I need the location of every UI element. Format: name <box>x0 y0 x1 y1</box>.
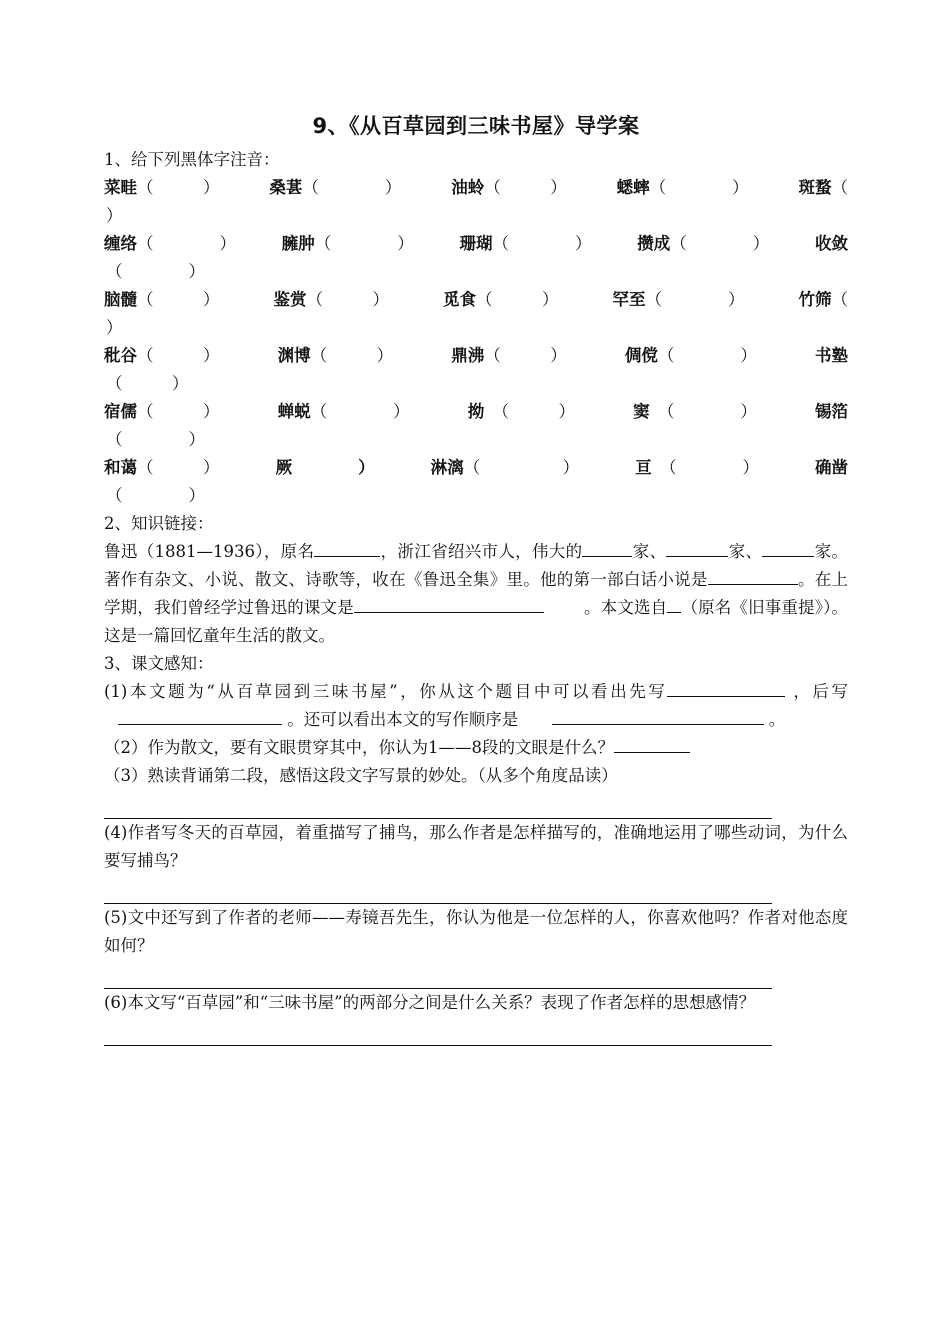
section-knowledge <box>104 510 848 650</box>
knowledge-paragraph <box>104 538 848 650</box>
knowledge-text: （原名《旧事重提》）。这是一篇回忆童年生活的散文。 <box>104 598 848 645</box>
vocab-row-continuation: （ ） <box>106 430 205 449</box>
vocab-item: 窦 （ ） <box>633 402 757 421</box>
target-characters: 厥 ） <box>275 458 375 477</box>
question-2 <box>104 734 848 762</box>
target-characters: 竹筛 <box>798 290 832 309</box>
target-characters: 觅食 <box>443 290 476 309</box>
target-characters: 菜畦 <box>104 178 137 197</box>
answer-blank[interactable] <box>118 706 282 725</box>
answer-line[interactable] <box>104 790 772 819</box>
target-characters: 亘 <box>635 458 669 477</box>
answer-blank[interactable] <box>667 594 681 613</box>
vocab-item: 和蔼（ ） <box>104 458 220 477</box>
answer-line[interactable] <box>104 875 772 904</box>
section-reading <box>104 650 848 1046</box>
target-characters: 窦 <box>633 402 667 421</box>
page-title: 9、《从百草园到三味书屋》导学案 <box>312 114 640 138</box>
vocab-item: 菜畦（ ） <box>104 178 220 197</box>
question-1 <box>104 678 848 734</box>
target-characters: 鼎沸 <box>451 346 485 365</box>
vocab-item <box>815 230 848 258</box>
vocab-row <box>104 398 848 426</box>
answer-blank[interactable] <box>314 538 380 557</box>
target-characters: 罕至 <box>612 290 646 309</box>
answer-blank[interactable] <box>614 734 690 753</box>
section-heading: 1、给下列黑体字注音： <box>104 150 280 169</box>
vocab-row <box>104 286 848 314</box>
worksheet-page <box>104 110 848 1046</box>
section-pinyin <box>104 146 848 510</box>
vocab-item: 宿儒（ ） <box>104 402 220 421</box>
vocab-item: 鉴赏（ ） <box>273 290 389 309</box>
target-characters: 蝉蜕 <box>277 402 311 421</box>
target-characters: 秕谷 <box>104 346 137 365</box>
vocab-item <box>815 398 848 426</box>
target-characters: 油蛉 <box>451 178 485 197</box>
question-5: (5)文中还写到了作者的老师——寿镜吾先生，你认为他是一位怎样的人，你喜欢他吗？作者对他态度如何？ <box>104 908 848 955</box>
vocab-item: 蝉蜕（ ） <box>277 402 410 421</box>
target-characters: 蟋蟀 <box>616 178 650 197</box>
vocab-row-continuation: ） <box>106 206 123 225</box>
target-characters: 渊博 <box>277 346 311 365</box>
vocab-item: 亘 （ ） <box>635 458 759 477</box>
vocab-item: 珊瑚（ ） <box>459 234 592 253</box>
section-heading: 2、知识链接： <box>104 514 214 533</box>
knowledge-text: 鲁迅（1881—1936），原名 <box>104 542 315 561</box>
knowledge-text: 家。著作有杂文、小说、散文、诗歌等，收在《鲁迅全集》里。他的第一部白话小说是 <box>104 542 849 589</box>
answer-blank[interactable] <box>552 706 764 725</box>
target-characters: 拗 <box>467 402 501 421</box>
question-text: 。还可以看出本文的写作顺序是 <box>287 710 519 729</box>
vocab-item: 秕谷（ ） <box>104 346 220 365</box>
knowledge-text: ，浙江省绍兴市人，伟大的 <box>380 542 583 561</box>
target-characters: 确凿 <box>815 458 848 477</box>
vocab-row-continuation: （ ） <box>106 374 189 393</box>
question-text: 。 <box>768 710 786 729</box>
section-heading: 3、课文感知： <box>104 654 214 673</box>
vocab-row <box>104 342 848 370</box>
answer-blank[interactable] <box>667 678 785 697</box>
vocab-item: 鼎沸（ ） <box>451 346 567 365</box>
vocab-item: 渊博（ ） <box>277 346 394 365</box>
vocab-item: 罕至（ ） <box>612 290 745 309</box>
answer-line[interactable] <box>104 1017 772 1046</box>
vocab-row <box>104 174 848 202</box>
vocab-item: 竹筛（ <box>798 290 848 309</box>
question-text: (1)本文题为“从百草园到三味书屋”，你从这个题目中可以看出先写 <box>104 682 668 701</box>
answer-blank[interactable] <box>582 538 632 557</box>
vocab-item: 淋漓（ ） <box>430 458 580 477</box>
target-characters: 攒成 <box>637 234 671 253</box>
vocab-item: 拗 （ ） <box>467 402 575 421</box>
answer-blank[interactable] <box>354 594 544 613</box>
question-text: ，后写 <box>793 682 849 701</box>
target-characters: 珊瑚 <box>459 234 493 253</box>
vocab-list <box>104 174 848 510</box>
vocab-row-continuation: ） <box>106 318 123 337</box>
answer-line[interactable] <box>104 960 772 989</box>
vocab-item: 桑葚（ ） <box>269 178 402 197</box>
vocab-row-continuation: （ ） <box>106 262 205 281</box>
target-characters: 桑葚 <box>269 178 303 197</box>
target-characters: 锡箔 <box>815 402 848 421</box>
vocab-item: 觅食（ ） <box>443 290 559 309</box>
vocab-item: 臃肿（ ） <box>281 234 414 253</box>
vocab-row <box>104 230 848 258</box>
question-6: (6)本文写“百草园”和“三味书屋”的两部分之间是什么关系？表现了作者怎样的思想感情？ <box>104 993 756 1012</box>
target-characters: 宿儒 <box>104 402 137 421</box>
question-text: （2）作为散文，要有文眼贯穿其中，你认为1——8段的文眼是什么？ <box>104 738 614 757</box>
vocab-item: 斑蝥（ <box>798 178 848 197</box>
vocab-item: 油蛉（ ） <box>451 178 567 197</box>
vocab-item: 倜傥（ ） <box>624 346 757 365</box>
answer-blank[interactable] <box>762 538 814 557</box>
target-characters: 书塾 <box>815 346 848 365</box>
vocab-item: 脑髓（ ） <box>104 290 220 309</box>
question-4: (4)作者写冬天的百草园，着重描写了捕鸟，那么作者是怎样描写的，准确地运用了哪些动词，为什么要写捕鸟？ <box>104 823 848 870</box>
target-characters: 臃肿 <box>281 234 315 253</box>
target-characters: 和蔼 <box>104 458 137 477</box>
answer-blank[interactable] <box>708 566 798 585</box>
vocab-row <box>104 454 848 482</box>
knowledge-text: 。在上学期，我们曾经学过鲁迅的课文是 <box>104 570 849 617</box>
vocab-row-continuation: （ ） <box>106 486 205 505</box>
knowledge-text: 家、 <box>632 542 667 561</box>
vocab-item <box>276 454 375 482</box>
target-characters: 脑髓 <box>104 290 137 309</box>
target-characters: 鉴赏 <box>273 290 307 309</box>
vocab-item: 蟋蟀（ ） <box>616 178 749 197</box>
vocab-item <box>815 454 848 482</box>
target-characters: 淋漓 <box>430 458 464 477</box>
target-characters: 收敛 <box>815 234 848 253</box>
vocab-item <box>815 342 848 370</box>
knowledge-text: 家、 <box>728 542 763 561</box>
target-characters: 倜傥 <box>624 346 658 365</box>
target-characters: 缠络 <box>104 234 137 253</box>
question-3: （3）熟读背诵第二段，感悟这段文字写景的妙处。（从多个角度品读） <box>104 766 618 785</box>
vocab-item: 攒成（ ） <box>637 234 770 253</box>
answer-blank[interactable] <box>666 538 728 557</box>
target-characters: 斑蝥 <box>798 178 832 197</box>
vocab-item: 缠络（ ） <box>104 234 236 253</box>
knowledge-text: 。本文选自 <box>583 598 668 617</box>
